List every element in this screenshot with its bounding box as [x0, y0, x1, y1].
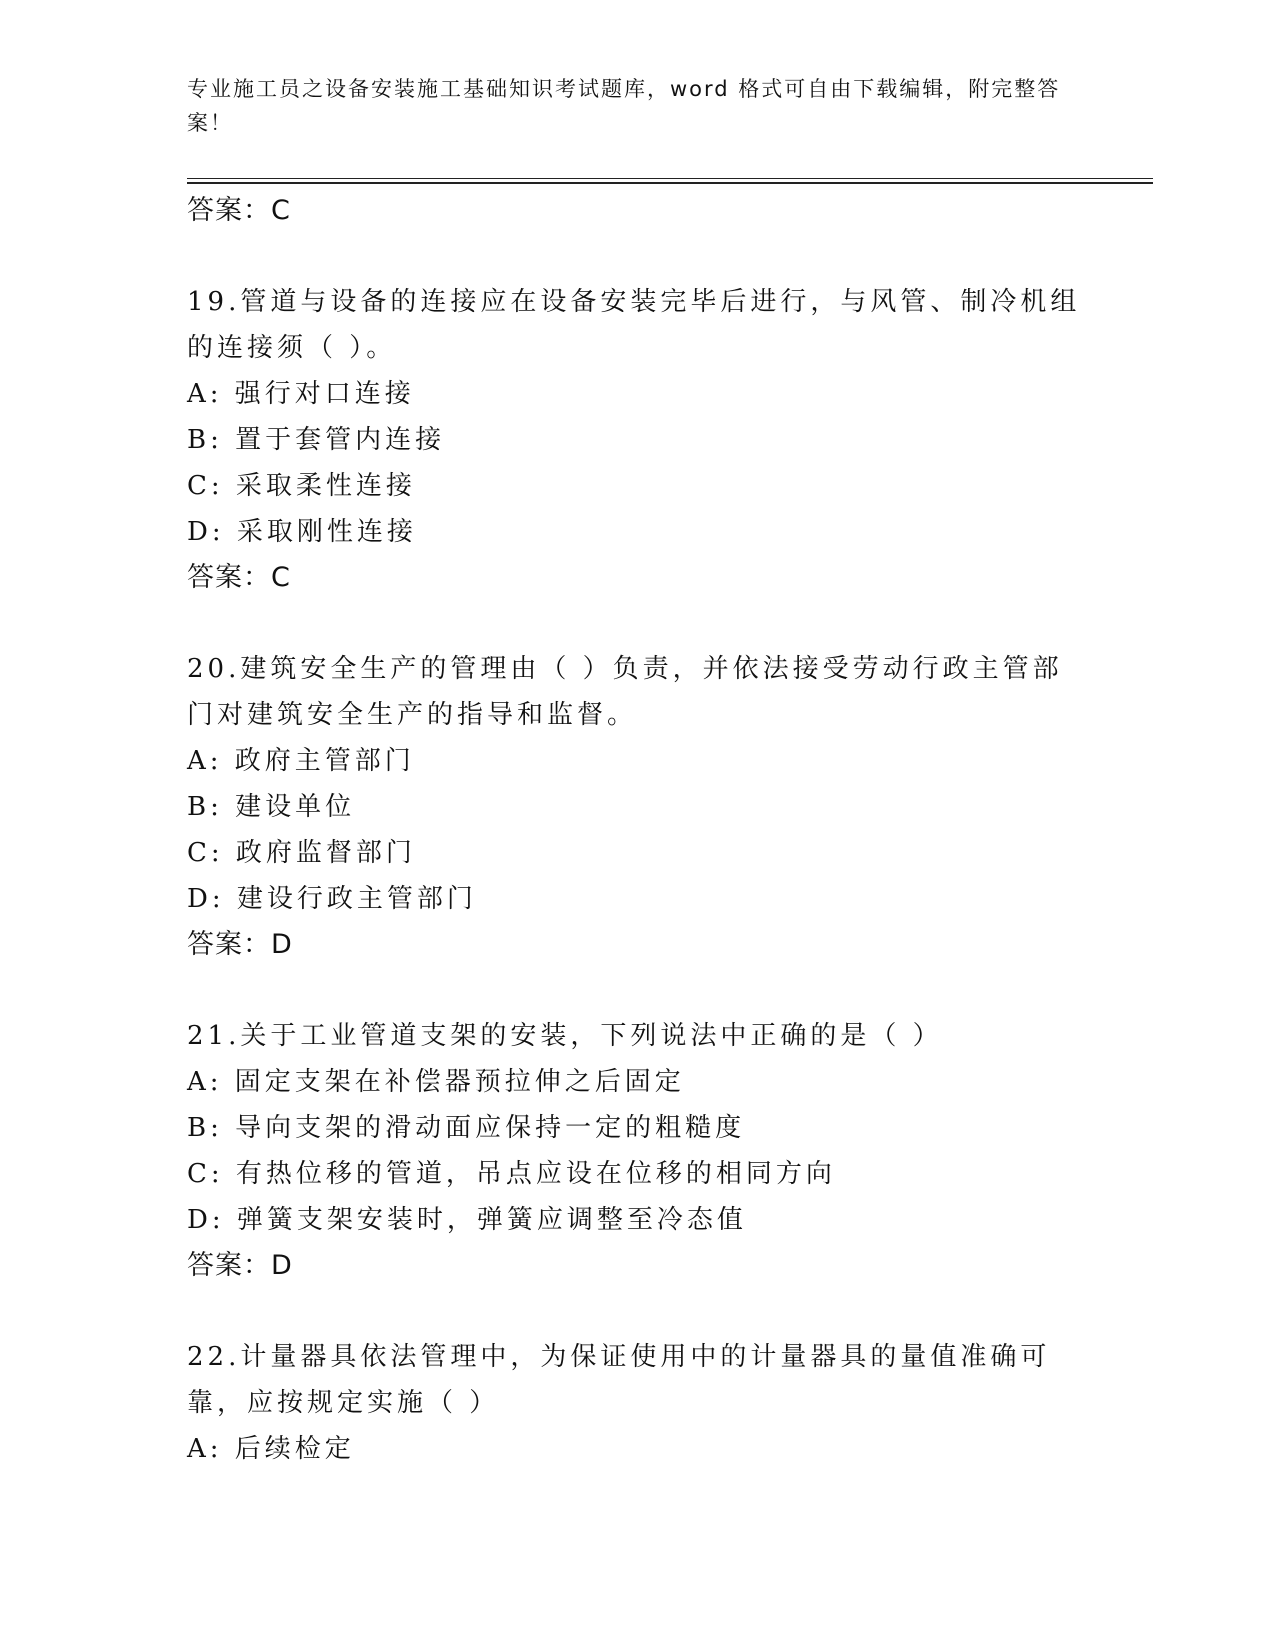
document-header: 专业施工员之设备安装施工基础知识考试题库，word 格式可自由下载编辑，附完整答案！: [187, 77, 1061, 135]
question-21: [187, 1013, 1087, 1289]
question-22: [187, 1334, 1087, 1472]
option-b: B: 置于套管内连接: [187, 425, 446, 455]
option-a: A: 固定支架在补偿器预拉伸之后固定: [187, 1067, 685, 1097]
question-20: [187, 646, 1087, 968]
option-d: D: 建设行政主管部门: [187, 884, 477, 914]
option-b: B: 建设单位: [187, 792, 356, 822]
header-rule-thick: [187, 182, 1153, 184]
question-text: 22.计量器具依法管理中，为保证使用中的计量器具的量值准确可靠，应按规定实施（ ）: [187, 1342, 1051, 1418]
option-b: B: 导向支架的滑动面应保持一定的粗糙度: [187, 1113, 746, 1143]
option-c: C: 采取柔性连接: [187, 471, 416, 501]
question-19: [187, 279, 1087, 601]
option-c: C: 政府监督部门: [187, 838, 416, 868]
question-text: 21.关于工业管道支架的安装，下列说法中正确的是（ ）: [187, 1021, 943, 1051]
option-d: D: 弹簧支架安装时，弹簧应调整至冷态值: [187, 1205, 747, 1235]
option-c: C: 有热位移的管道，吊点应设在位移的相同方向: [187, 1159, 836, 1189]
header-rule: [187, 178, 1153, 179]
question-text: 20.建筑安全生产的管理由（ ）负责，并依法接受劳动行政主管部门对建筑安全生产的指导和监督。: [187, 654, 1063, 730]
question-text: 19.管道与设备的连接应在设备安装完毕后进行，与风管、制冷机组的连接须（ ）。: [187, 287, 1081, 363]
answer-line: 答案：D: [187, 929, 293, 960]
question-list: [187, 188, 1087, 1472]
option-d: D: 采取刚性连接: [187, 517, 417, 547]
option-a: A: 后续检定: [187, 1434, 355, 1464]
answer-line: 答案：C: [187, 195, 291, 226]
answer-line: 答案：C: [187, 562, 291, 593]
option-a: A: 强行对口连接: [187, 379, 415, 409]
answer-line: 答案：D: [187, 1250, 293, 1281]
option-a: A: 政府主管部门: [187, 746, 415, 776]
